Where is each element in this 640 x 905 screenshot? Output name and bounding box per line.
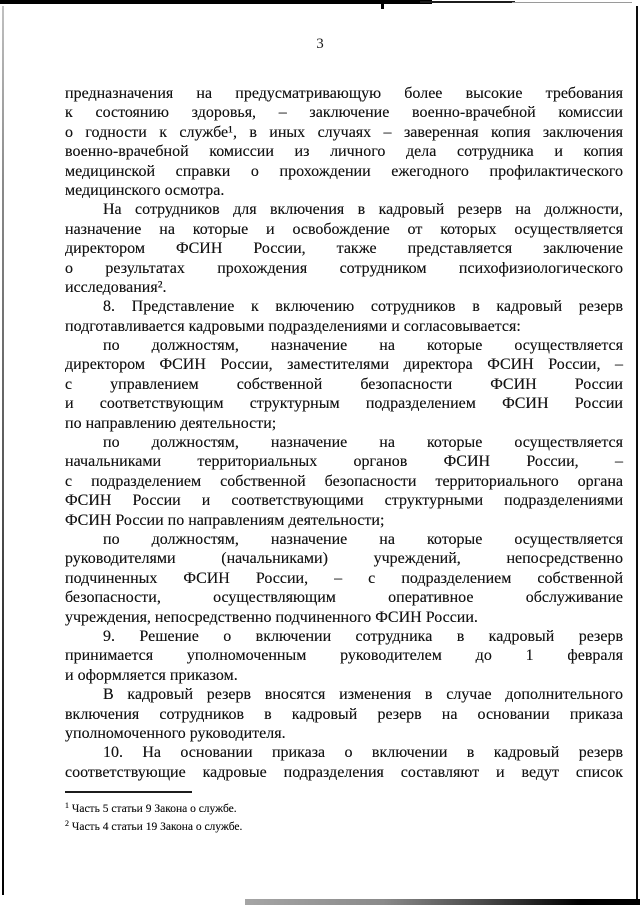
text-line: включения сотрудников в кадровый резерв на основании приказа — [65, 705, 623, 723]
footnote-list — [65, 799, 445, 834]
text-line: подчиненных ФСИН России, – с подразделением собственной — [65, 569, 623, 587]
text-line: ФСИН России по направлениям деятельности; — [65, 511, 385, 529]
scan-edge-top-thin — [420, 1, 515, 3]
paragraph — [65, 743, 623, 782]
footnote-text: Часть 4 статьи 19 Закона о службе. — [71, 820, 243, 833]
text-line: учреждения, непосредственно подчиненного ФСИН России. — [65, 608, 478, 626]
scan-edge-left — [2, 6, 4, 895]
text-line: В кадровый резерв вносятся изменения в случае дополнительного — [103, 686, 623, 704]
text-line: о результатах прохождения сотрудником психофизиологического — [65, 259, 623, 277]
text-line: по должностям, назначение на которые осуществляется — [103, 530, 623, 548]
footnote-block — [65, 791, 445, 834]
text-line: военно-врачебной комиссии из личного дела сотрудника и копия — [65, 143, 623, 161]
text-line: медицинского осмотра. — [65, 181, 225, 199]
text-line: исследования². — [65, 278, 167, 296]
footnote-marker: 1 — [65, 801, 69, 810]
text-line: На сотрудников для включения в кадровый резерв на должности, — [103, 201, 623, 219]
footnote-marker: 2 — [65, 818, 69, 828]
scan-edge-right — [636, 6, 638, 905]
text-line: 8. Представление к включению сотрудников в кадровый резерв — [103, 298, 623, 316]
paragraph — [65, 297, 623, 336]
footnote-item — [65, 799, 445, 817]
text-line: директором ФСИН России, также представляется заключение — [65, 240, 623, 258]
text-line: соответствующие кадровые подразделения составляют и ведут список — [65, 763, 623, 781]
paragraph — [65, 84, 623, 200]
footnote-item — [65, 817, 445, 835]
text-line: с подразделением собственной безопасности территориального органа — [65, 472, 623, 490]
paragraph — [65, 530, 623, 627]
scan-edge-top-faint — [512, 2, 632, 3]
text-line: предназначения на предусматривающую более высокие требования — [65, 85, 623, 102]
text-line: руководителями (начальниками) учреждений, непосредственно — [65, 550, 623, 568]
text-line: подготавливается кадровыми подразделениями и согласовывается: — [65, 317, 521, 335]
text-line: безопасности, осуществляющим оперативное обслуживание — [65, 589, 623, 607]
text-line: директором ФСИН России, заместителями директора ФСИН России, – — [65, 356, 623, 374]
text-line: ФСИН России и соответствующими структурными подразделениями — [65, 492, 623, 510]
text-line: назначение на которые и освобождение от которых осуществляется — [65, 220, 623, 238]
page-number: 3 — [316, 36, 324, 52]
text-line: и оформляется приказом. — [65, 666, 238, 684]
text-line: 9. Решение о включении сотрудника в кадровый резерв — [103, 627, 623, 645]
document-body — [65, 84, 623, 782]
text-line: к состоянию здоровья, – заключение военно-врачебной комиссии — [65, 104, 623, 122]
paragraph — [65, 433, 623, 530]
text-line: о годности к службе¹, в иных случаях – заверенная копия заключения — [65, 123, 623, 141]
scan-edge-top — [0, 0, 432, 4]
text-line: по должностям, назначение на которые осуществляется — [103, 434, 623, 452]
text-line: и соответствующим структурным подразделением ФСИН России — [65, 395, 623, 413]
text-line: 10. На основании приказа о включении в кадровый резерв — [103, 744, 623, 762]
text-line: по должностям, назначение на которые осуществляется — [103, 337, 623, 355]
text-line: начальниками территориальных органов ФСИН России, – — [65, 453, 623, 471]
text-line: медицинской справки о прохождении ежегодного профилактического — [65, 162, 623, 180]
paragraph — [65, 336, 623, 433]
footnote-text: Часть 5 статьи 9 Закона о службе. — [71, 803, 237, 815]
scan-edge-bottom — [245, 899, 640, 905]
scan-mark-top — [381, 0, 384, 9]
text-line: по направлению деятельности; — [65, 414, 277, 432]
paragraph — [65, 685, 623, 743]
text-line: принимается уполномоченным руководителем до 1 февраля — [65, 647, 623, 665]
paragraph — [65, 627, 623, 685]
text-line: уполномоченного руководителя. — [65, 724, 286, 742]
text-line: с управлением собственной безопасности ФСИН России — [65, 375, 623, 393]
footnote-separator — [65, 791, 192, 793]
paragraph — [65, 200, 623, 297]
